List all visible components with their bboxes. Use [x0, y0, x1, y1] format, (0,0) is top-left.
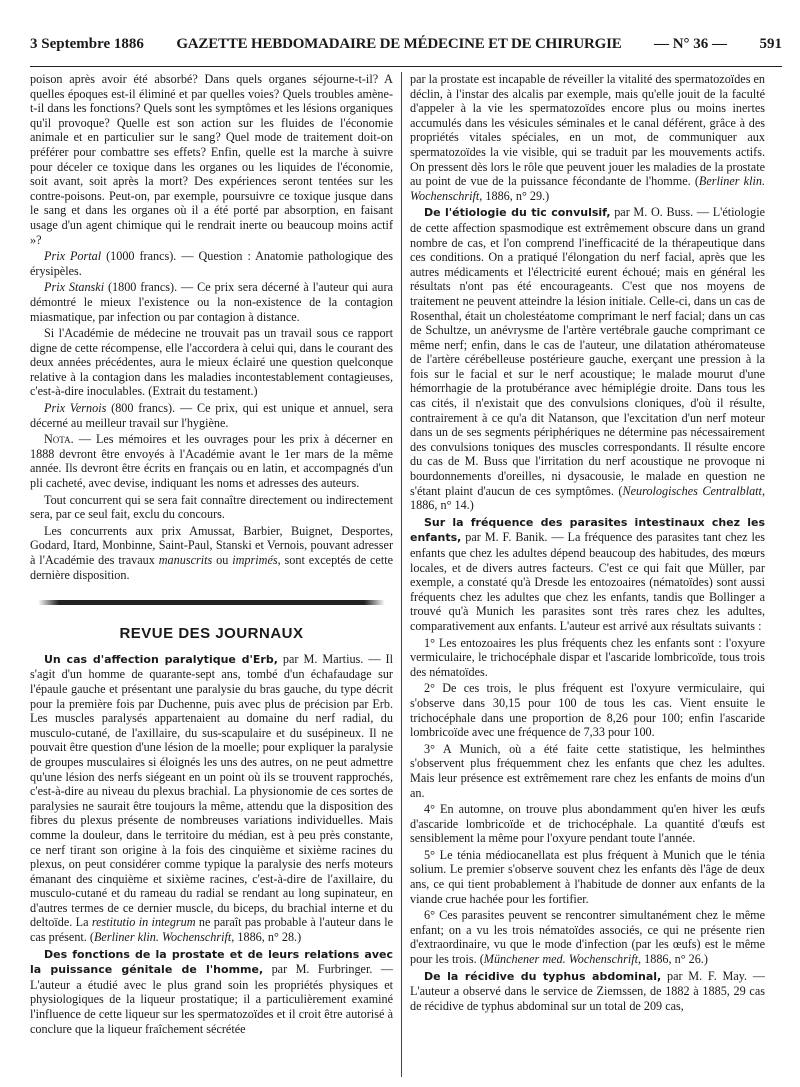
right-column	[410, 72, 765, 1087]
article: Des fonctions de la prostate et de leurs relations avec la puissance génitale de l'homme, par M. Furbringer. — L'auteur a étudié avec le plus grand soin les propriétés physiques et physiologiques de la liqueur prostatique; il a particulièrement examiné l'influence de cette liqueur sur les spermatozoïdes et il croit être autorisé à conclure que la liqueur fraîchement sécrétée	[30, 947, 393, 1036]
ornamental-rule	[38, 600, 385, 605]
article-author: par M. Furbringer.	[263, 962, 373, 977]
article-title: Des fonctions de la prostate et de leurs relations avec la puissance génitale de l'homme,	[30, 947, 393, 977]
paragraph: par la prostate est incapable de réveiller la vitalité des spermatozoïdes en déclin, à l'instar des alcalis par exemple, mais qu'elle jouit de la faculté d'appeler à la vie les spermatozoïdes encore plus ou moins inertes accumulés dans les vésicules séminales et le canal déférent, grâce à des propriétés vitales spéciales, en un mot, de communiquer aux spermatozoïdes la vie visible, qui se traduit par les mouvements actifs. On pressent dès lors le rôle que peuvent jouer les maladies de la prostate au point de vue de la puissance fécondante de l'homme. (Berliner klin. Wochenschrift, 1886, n° 29.)	[410, 72, 765, 203]
article: De l'étiologie du tic convulsif, par M. O. Buss. — L'étiologie de cette affection spasmodique est extrêmement obscure dans un grand nombre de cas, et l'on comprend l'inefficacité de la thérapeutique dans ces conditions. On a pratiqué l'élongation du nerf facial, après que les autres médicaments et l'électricité eurent échoué; mais en général les résultats n'ont pas été encourageants. C'est que nos moyens de traitement ne peuvent atteindre la lésion initiale. Celle-ci, dans un cas de Rosenthal, était un cholestéatome comprimant le nerf facial; dans un cas de Schultze, un anévrysme de l'artère vertébrale gauche comprimant ce même nerf; enfin, dans le cas de l'auteur, une dilatation athéromateuse de l'artère cérébelleuse postérieure gauche, exerçant une pression à la fois sur le facial et sur le nerf acoustique; le malade mourut d'une hémorrhagie de la protubérance avec hémiplégie droite. Dans tous les cas cités, il n'existait que des convulsions cloniques, d'où il résulte, contrairement à ce qu'a dit Natanson, que l'excitation d'un nerf moteur dans un de ses segments périphériques ne détermine pas nécessairement des convulsions toniques des muscles correspondants. Il résulte encore du cas de M. Buss que l'irritation du nerf acoustique ne provoque ni bourdonnements d'oreilles, ni dysacousie, le malade en question ne s'étant plaint d'aucun de ces symptômes. (Neurologisches Centralblatt, 1886, n° 14.)	[410, 205, 765, 513]
paragraph: Prix Vernois (800 francs). — Ce prix, qui est unique et annuel, sera décerné au meilleur travail sur l'hygiène.	[30, 401, 393, 430]
journal-reference: Münchener med. Wochenschrift	[483, 952, 639, 967]
paragraph: Nota. — Les mémoires et les ouvrages pour les prix à décerner en 1888 devront être envoyés à l'Académie avant le 1er mars de la même année. Ils devront être écrits en français ou en latin, et accompagnés d'un pli cacheté, avec devise, indiquant les noms et adresses des auteurs.	[30, 432, 393, 491]
journal-reference: Neurologisches Centralblatt	[622, 483, 762, 498]
running-header	[30, 36, 782, 62]
header-date: 3 Septembre 1886	[30, 36, 144, 52]
list-item: 1° Les entozoaires les plus fréquents chez les enfants sont : l'oxyure vermiculaire, le trichocéphale dispar et l'ascaride lombricoïde, tous trois des nématoïdes.	[410, 635, 765, 679]
list-item: 3° A Munich, où a été faite cette statistique, les helminthes s'observent plus fréquemment chez les enfants que chez les adultes. Mais leur présence est extrêmement rare chez les enfants de moins d'un an.	[410, 741, 765, 800]
article: Sur la fréquence des parasites intestinaux chez les enfants, par M. F. Banik. — La fréquence des parasites tant chez les enfants que chez les adultes dépend beaucoup des habitudes, des mœurs locales, et de divers autres facteurs. C'est ce qui fait que Müller, par exemple, a constaté qu'à Dresde les entozoaires (nématoïdes) sont aussi fréquents chez les adultes que chez les enfants, tandis que Bollinger a trouvé qu'à Munich les parasites sont très rares chez les adultes, comparativement aux enfants. L'auteur est arrivé aux résultats suivants :	[410, 515, 765, 633]
article-author: par M. F. Banik.	[461, 530, 548, 545]
list-item: 6° Ces parasites peuvent se rencontrer simultanément chez le même enfant; on a vu les trois nématoïdes associés, ce qui ne présente rien d'extraordinaire, vu que le mode d'infection (par les œufs) est le même pour les trois. (Münchener med. Wochenschrift, 1886, n° 26.)	[410, 908, 765, 967]
journal-reference: Berliner klin. Wochenschrift	[93, 930, 232, 945]
header-issue: — N° 36 —	[653, 36, 728, 52]
article-author: par M. O. Buss.	[610, 205, 694, 220]
paragraph: Les concurrents aux prix Amussat, Barbier, Buignet, Desportes, Godard, Itard, Monbinne, Saint-Paul, Stanski et Vernois, pouvant adresser à l'Académie des travaux manuscrits ou imprimés, sont exceptés de cette dernière disposition.	[30, 523, 393, 582]
list-item: 4° En automne, on trouve plus abondamment qu'en hiver les œufs d'ascaride lombricoïde et de trichocéphale. La quantité d'œufs est sensiblement la même pour l'oxyure pendant toute l'année.	[410, 802, 765, 846]
prize-name: Prix Portal	[44, 249, 102, 264]
article-author: par M. F. May.	[661, 968, 748, 983]
article: Un cas d'affection paralytique d'Erb, par M. Martius. — Il s'agit d'un homme de quarante-sept ans, tombé d'un échafaudage sur l'épaule gauche et présentant une paralysie du bras gauche, du type décrit pour la première fois par Duchenne, puis avec plus de précision par Erb. Les muscles paralysés appartenaient au domaine du nerf radial, du musculo-cutané, de l'axillaire, du sus-scapulaire et du susépineux. Il ne pouvait être question d'une lésion de la moelle; pour expliquer la paralysie de groupes musculaires si éloignés les uns des autres, on ne peut admettre qu'une lésion des nerfs siégeant en un point où ils se trouvent rapprochés, c'est-à-dire au niveau du plexus brachial. La physionomie de ces sortes de paralysies ne saurait être toujours la même, attendu que la disposition des fibres du plexus présente de nombreuses variations individuelles. Mais comme la douleur, dans le territoire du médian, est à peu près constante, ce nerf tirant son origine à la fois des cinquième et sixième racines du plexus, on peut considérer comme typique la paralysie des nerfs moteurs émanant des cinquième et sixième racines, c'est-à-dire de l'axillaire, du musculo-cutané et du rameau du radial se rendant au long supinateur, en d'autres termes de ce dernier muscle, du biceps, du brachial interne et du deltoïde. La restitutio in integrum ne paraît pas probable à l'auteur dans le cas présent. (Berliner klin. Wochenschrift, 1886, n° 28.)	[30, 651, 393, 945]
header-journal-title: GAZETTE HEBDOMADAIRE DE MÉDECINE ET DE CHIRURGIE	[176, 36, 622, 52]
paragraph: Tout concurrent qui se sera fait connaître directement ou indirectement sera, par ce seul fait, exclu du concours.	[30, 492, 393, 522]
list-item: 2° De ces trois, le plus fréquent est l'oxyure vermiculaire, qui s'observe dans 30,15 pour 100 de tous les cas. Vient ensuite le trichocéphale dans une proportion de 8,26 pour 100; enfin l'ascaride lombricoïde avec une fréquence de 7,33 pour 100.	[410, 681, 765, 740]
column-divider	[401, 72, 402, 1077]
article-title: Un cas d'affection paralytique d'Erb,	[44, 652, 278, 666]
article: De la récidive du typhus abdominal, par M. F. May. — L'auteur a observé dans le service de Ziemssen, de 1882 à 1885, 29 cas de récidive de typhus abdominal sur un total de 209 cas,	[410, 968, 765, 1013]
header-page-number: 591	[759, 36, 782, 52]
header-rule	[30, 66, 782, 67]
list-item: 5° Le ténia médiocanellata est plus fréquent à Munich que le ténia solium. Le premier s'observe souvent chez les enfants dès l'âge de deux ans, ce qui tient probablement à l'habitude de donner aux enfants de la viande crue hachée pour les fortifier.	[410, 847, 765, 906]
article-title: De l'étiologie du tic convulsif,	[424, 206, 611, 220]
left-column	[30, 72, 393, 1087]
article-title: Sur la fréquence des parasites intestinaux chez les enfants,	[410, 515, 765, 545]
article-author: par M. Martius.	[277, 651, 364, 666]
journal-reference: Berliner klin. Wochenschrift	[410, 174, 765, 203]
paragraph: Si l'Académie de médecine ne trouvait pas un travail sous ce rapport digne de cette récompense, elle l'accordera à celui qui, dans le courant des deux années précédentes, aura le mieux éclairé une question quelconque relative à la contagion dans les maladies incontestablement contagieuses, c'est-à-dire inoculables. (Extrait du testament.)	[30, 326, 393, 399]
article-title: De la récidive du typhus abdominal,	[424, 969, 662, 983]
paragraph: poison après avoir été absorbé? Dans quels organes séjourne-t-il? A quelles époques est-il éliminé et par quelles voies? Quels troubles amène-t-il dans les fonctions? Quels sont les symptômes et les lésions organiques qu'il provoque? Quelle est son action sur les fluides de l'économie animale et en particulier sur le sang? Quel mode de traitement doit-on préférer pour combattre ses effets? Enfin, quelle est la marche à suivre pour déceler ce toxique dans les organes ou les liquides de l'économie, soit avant, soit après la mort? Des expériences seront tentées sur les contre-poisons. Peut-on, par exemple, poursuivre ce toxique jusque dans le sang et dans les organes où il a été porté par absorption, en faisant usage d'un agent chimique qui le rendrait inerte ou beaucoup moins actif »?	[30, 72, 393, 247]
section-title: REVUE DES JOURNAUX	[119, 625, 304, 643]
prize-name: Prix Vernois	[44, 401, 107, 416]
nota-label: Nota.	[44, 432, 74, 447]
paragraph: Prix Stanski (1800 francs). — Ce prix sera décerné à l'auteur qui aura démontré le mieux l'existence ou la non-existence de la contagion miasmatique, par infection ou par contagion à distance.	[30, 280, 393, 324]
prize-name: Prix Stanski	[44, 280, 105, 295]
paragraph: Prix Portal (1000 francs). — Question : Anatomie pathologique des érysipèles.	[30, 249, 393, 278]
